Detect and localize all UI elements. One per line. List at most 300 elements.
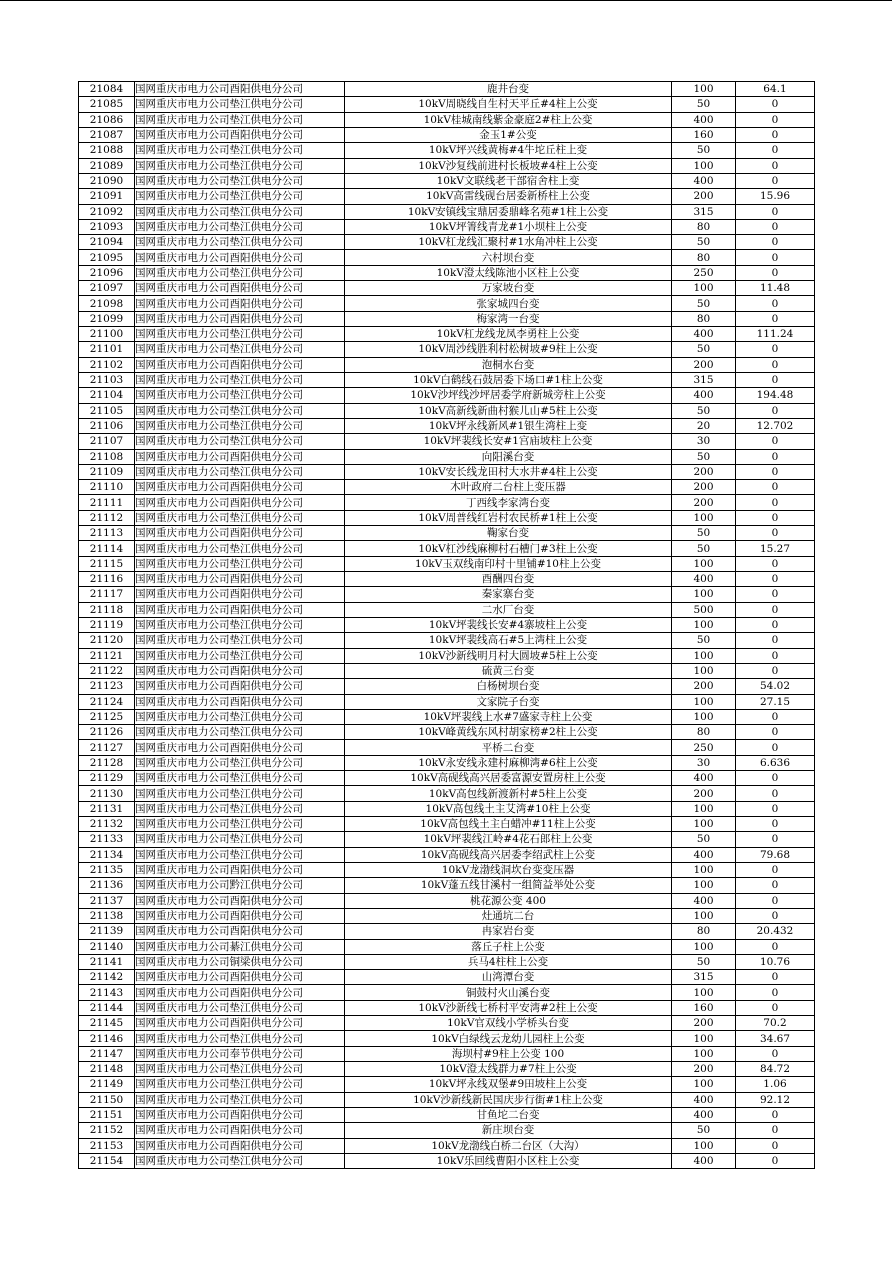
row-transformer-name: 10kV高包线新渡新村#5柱上公变 <box>345 786 672 801</box>
row-transformer-name: 10kV高新线新曲村猴儿山#5柱上公变 <box>345 403 672 418</box>
row-id: 21142 <box>79 970 135 985</box>
row-value: 12.702 <box>736 418 815 433</box>
row-transformer-name: 二水厂台变 <box>345 602 672 617</box>
row-company: 国网重庆市电力公司酉阳供电分公司 <box>135 480 345 495</box>
row-transformer-name: 10kV沙新线明月村大圆坡#5柱上公变 <box>345 648 672 663</box>
row-transformer-name: 兵马4柱柱上公变 <box>345 954 672 969</box>
table-row <box>79 663 815 678</box>
table-row <box>79 970 815 985</box>
row-company: 国网重庆市电力公司垫江供电分公司 <box>135 327 345 342</box>
row-value: 0 <box>736 1107 815 1122</box>
row-company: 国网重庆市电力公司酉阳供电分公司 <box>135 250 345 265</box>
row-transformer-name: 10kV安镇线宝鼎居委鼎峰名苑#1柱上公变 <box>345 204 672 219</box>
row-transformer-name: 金玉1#公变 <box>345 127 672 142</box>
table-row <box>79 403 815 418</box>
row-transformer-name: 10kV坪箐线青龙#1小坝柱上公变 <box>345 219 672 234</box>
row-company: 国网重庆市电力公司酉阳供电分公司 <box>135 587 345 602</box>
row-value: 0 <box>736 449 815 464</box>
row-id: 21135 <box>79 862 135 877</box>
row-id: 21116 <box>79 572 135 587</box>
row-id: 21150 <box>79 1092 135 1107</box>
table-row <box>79 281 815 296</box>
row-company: 国网重庆市电力公司垫江供电分公司 <box>135 1153 345 1168</box>
transformer-table-body <box>79 82 815 1169</box>
row-id: 21114 <box>79 541 135 556</box>
table-row <box>79 817 815 832</box>
row-value: 0 <box>736 939 815 954</box>
row-value: 0 <box>736 817 815 832</box>
row-capacity: 315 <box>672 372 736 387</box>
row-transformer-name: 10kV坪裴线长安#4寨坡柱上公变 <box>345 617 672 632</box>
table-row <box>79 679 815 694</box>
table-row <box>79 82 815 97</box>
row-transformer-name: 丁西线李家湾台变 <box>345 495 672 510</box>
row-id: 21115 <box>79 556 135 571</box>
table-row <box>79 235 815 250</box>
row-id: 21139 <box>79 924 135 939</box>
row-value: 0 <box>736 127 815 142</box>
table-row <box>79 327 815 342</box>
row-company: 国网重庆市电力公司垫江供电分公司 <box>135 464 345 479</box>
row-company: 国网重庆市电力公司垫江供电分公司 <box>135 434 345 449</box>
table-row <box>79 189 815 204</box>
row-company: 国网重庆市电力公司酉阳供电分公司 <box>135 679 345 694</box>
row-capacity: 20 <box>672 418 736 433</box>
row-id: 21086 <box>79 112 135 127</box>
row-transformer-name: 白杨树坝台变 <box>345 679 672 694</box>
row-id: 21084 <box>79 82 135 97</box>
row-transformer-name: 新庄坝台变 <box>345 1123 672 1138</box>
row-company: 国网重庆市电力公司垫江供电分公司 <box>135 510 345 525</box>
table-row <box>79 556 815 571</box>
row-capacity: 100 <box>672 158 736 173</box>
row-value: 0 <box>736 740 815 755</box>
table-row <box>79 908 815 923</box>
row-transformer-name: 10kV坪裴线上水#7盛家寺柱上公变 <box>345 709 672 724</box>
row-id: 21148 <box>79 1062 135 1077</box>
table-row <box>79 1000 815 1015</box>
table-row <box>79 357 815 372</box>
row-id: 21126 <box>79 725 135 740</box>
row-company: 国网重庆市电力公司酉阳供电分公司 <box>135 985 345 1000</box>
row-transformer-name: 10kV高包线土主艾湾#10柱上公变 <box>345 801 672 816</box>
row-company: 国网重庆市电力公司酉阳供电分公司 <box>135 296 345 311</box>
row-transformer-name: 灶通坑二台 <box>345 908 672 923</box>
row-capacity: 400 <box>672 847 736 862</box>
row-capacity: 400 <box>672 1153 736 1168</box>
row-company: 国网重庆市电力公司垫江供电分公司 <box>135 97 345 112</box>
table-row <box>79 1153 815 1168</box>
row-capacity: 50 <box>672 235 736 250</box>
row-capacity: 100 <box>672 908 736 923</box>
row-transformer-name: 甘鱼坨二台变 <box>345 1107 672 1122</box>
row-value: 0 <box>736 1000 815 1015</box>
row-capacity: 100 <box>672 878 736 893</box>
row-value: 0 <box>736 204 815 219</box>
row-transformer-name: 10kV杠沙线麻柳村石槽门#3柱上公变 <box>345 541 672 556</box>
row-company: 国网重庆市电力公司酉阳供电分公司 <box>135 495 345 510</box>
row-id: 21134 <box>79 847 135 862</box>
row-company: 国网重庆市电力公司酉阳供电分公司 <box>135 862 345 877</box>
row-company: 国网重庆市电力公司垫江供电分公司 <box>135 204 345 219</box>
row-value: 0 <box>736 265 815 280</box>
row-capacity: 100 <box>672 82 736 97</box>
row-id: 21154 <box>79 1153 135 1168</box>
row-capacity: 30 <box>672 434 736 449</box>
table-row <box>79 862 815 877</box>
row-value: 0 <box>736 250 815 265</box>
table-row <box>79 786 815 801</box>
row-transformer-name: 10kV坪裴线高石#5上湾柱上公变 <box>345 633 672 648</box>
row-capacity: 200 <box>672 357 736 372</box>
row-id: 21125 <box>79 709 135 724</box>
row-id: 21089 <box>79 158 135 173</box>
row-transformer-name: 10kV周沙线胜利村松树坡#9柱上公变 <box>345 342 672 357</box>
row-value: 0 <box>736 1153 815 1168</box>
table-row <box>79 1077 815 1092</box>
row-value: 54.02 <box>736 679 815 694</box>
row-value: 0 <box>736 801 815 816</box>
row-value: 10.76 <box>736 954 815 969</box>
row-value: 1.06 <box>736 1077 815 1092</box>
row-value: 0 <box>736 771 815 786</box>
row-id: 21107 <box>79 434 135 449</box>
row-capacity: 50 <box>672 1123 736 1138</box>
row-company: 国网重庆市电力公司垫江供电分公司 <box>135 418 345 433</box>
row-company: 国网重庆市电力公司酉阳供电分公司 <box>135 1016 345 1031</box>
row-capacity: 400 <box>672 388 736 403</box>
row-id: 21087 <box>79 127 135 142</box>
table-row <box>79 495 815 510</box>
table-row <box>79 449 815 464</box>
row-capacity: 400 <box>672 327 736 342</box>
table-row <box>79 832 815 847</box>
row-value: 0 <box>736 112 815 127</box>
row-company: 国网重庆市电力公司垫江供电分公司 <box>135 112 345 127</box>
table-row <box>79 464 815 479</box>
row-id: 21127 <box>79 740 135 755</box>
row-capacity: 400 <box>672 572 736 587</box>
row-value: 0 <box>736 617 815 632</box>
row-capacity: 50 <box>672 342 736 357</box>
row-capacity: 50 <box>672 449 736 464</box>
table-row <box>79 893 815 908</box>
row-id: 21104 <box>79 388 135 403</box>
row-company: 国网重庆市电力公司酉阳供电分公司 <box>135 908 345 923</box>
table-row <box>79 219 815 234</box>
table-row <box>79 510 815 525</box>
table-row <box>79 173 815 188</box>
table-row <box>79 250 815 265</box>
row-transformer-name: 六村坝台变 <box>345 250 672 265</box>
row-capacity: 200 <box>672 679 736 694</box>
row-value: 0 <box>736 143 815 158</box>
row-id: 21151 <box>79 1107 135 1122</box>
table-row <box>79 1107 815 1122</box>
row-transformer-name: 10kV龙渤线洞坎台变变压器 <box>345 862 672 877</box>
row-value: 0 <box>736 219 815 234</box>
row-capacity: 400 <box>672 112 736 127</box>
row-id: 21153 <box>79 1138 135 1153</box>
row-id: 21130 <box>79 786 135 801</box>
row-company: 国网重庆市电力公司酉阳供电分公司 <box>135 970 345 985</box>
row-transformer-name: 10kV澄太线陈池小区柱上公变 <box>345 265 672 280</box>
row-transformer-name: 硫黄三台变 <box>345 663 672 678</box>
row-transformer-name: 10kV龙渤线白桥二台区（大沟） <box>345 1138 672 1153</box>
table-row <box>79 418 815 433</box>
table-row <box>79 112 815 127</box>
row-capacity: 80 <box>672 725 736 740</box>
row-value: 79.68 <box>736 847 815 862</box>
row-company: 国网重庆市电力公司垫江供电分公司 <box>135 1077 345 1092</box>
row-value: 0 <box>736 97 815 112</box>
row-value: 0 <box>736 372 815 387</box>
row-capacity: 100 <box>672 556 736 571</box>
row-capacity: 160 <box>672 1000 736 1015</box>
row-transformer-name: 10kV杠龙线汇聚村#1水角冲柱上公变 <box>345 235 672 250</box>
row-company: 国网重庆市电力公司垫江供电分公司 <box>135 847 345 862</box>
row-value: 0 <box>736 633 815 648</box>
transformer-table <box>78 81 815 1169</box>
table-row <box>79 541 815 556</box>
row-transformer-name: 铜鼓村火山溪台变 <box>345 985 672 1000</box>
table-row <box>79 1016 815 1031</box>
table-row <box>79 847 815 862</box>
table-row <box>79 709 815 724</box>
row-transformer-name: 10kV白鹤线石鼓居委下场口#1柱上公变 <box>345 372 672 387</box>
row-company: 国网重庆市电力公司垫江供电分公司 <box>135 235 345 250</box>
row-company: 国网重庆市电力公司酉阳供电分公司 <box>135 1107 345 1122</box>
row-value: 15.27 <box>736 541 815 556</box>
row-company: 国网重庆市电力公司酉阳供电分公司 <box>135 526 345 541</box>
row-capacity: 100 <box>672 817 736 832</box>
row-capacity: 80 <box>672 311 736 326</box>
row-id: 21138 <box>79 908 135 923</box>
table-row <box>79 204 815 219</box>
row-value: 92.12 <box>736 1092 815 1107</box>
table-row <box>79 572 815 587</box>
row-company: 国网重庆市电力公司垫江供电分公司 <box>135 648 345 663</box>
row-capacity: 400 <box>672 173 736 188</box>
row-id: 21120 <box>79 633 135 648</box>
row-transformer-name: 10kV蓬五线甘溪村一组简益举处公变 <box>345 878 672 893</box>
row-id: 21093 <box>79 219 135 234</box>
row-id: 21110 <box>79 480 135 495</box>
row-capacity: 100 <box>672 648 736 663</box>
row-id: 21105 <box>79 403 135 418</box>
row-capacity: 315 <box>672 204 736 219</box>
row-value: 0 <box>736 878 815 893</box>
table-row <box>79 648 815 663</box>
row-id: 21097 <box>79 281 135 296</box>
row-company: 国网重庆市电力公司奉节供电分公司 <box>135 1046 345 1061</box>
row-value: 70.2 <box>736 1016 815 1031</box>
row-company: 国网重庆市电力公司垫江供电分公司 <box>135 755 345 770</box>
row-transformer-name: 10kV永安线永建村麻柳湾#6柱上公变 <box>345 755 672 770</box>
row-transformer-name: 10kV高砚线高兴居委富源安置房柱上公变 <box>345 771 672 786</box>
row-value: 111.24 <box>736 327 815 342</box>
row-capacity: 250 <box>672 740 736 755</box>
row-value: 0 <box>736 663 815 678</box>
row-id: 21095 <box>79 250 135 265</box>
row-transformer-name: 10kV坪裴线江岭#4花石郎柱上公变 <box>345 832 672 847</box>
row-id: 21124 <box>79 694 135 709</box>
row-transformer-name: 鞠家台变 <box>345 526 672 541</box>
row-id: 21131 <box>79 801 135 816</box>
row-value: 0 <box>736 1138 815 1153</box>
row-capacity: 50 <box>672 832 736 847</box>
row-capacity: 50 <box>672 143 736 158</box>
table-row <box>79 1062 815 1077</box>
row-capacity: 80 <box>672 250 736 265</box>
row-transformer-name: 10kV高包线土主白蜡冲#11柱上公变 <box>345 817 672 832</box>
row-capacity: 80 <box>672 924 736 939</box>
row-id: 21137 <box>79 893 135 908</box>
row-transformer-name: 酉酬四台变 <box>345 572 672 587</box>
row-id: 21092 <box>79 204 135 219</box>
table-row <box>79 740 815 755</box>
table-row <box>79 924 815 939</box>
row-id: 21098 <box>79 296 135 311</box>
row-value: 0 <box>736 1046 815 1061</box>
row-value: 0 <box>736 311 815 326</box>
table-row <box>79 1046 815 1061</box>
table-row <box>79 771 815 786</box>
row-value: 34.67 <box>736 1031 815 1046</box>
row-company: 国网重庆市电力公司铜梁供电分公司 <box>135 954 345 969</box>
row-company: 国网重庆市电力公司綦江供电分公司 <box>135 939 345 954</box>
row-transformer-name: 10kV坪裴线长安#1宫庙坡柱上公变 <box>345 434 672 449</box>
row-capacity: 500 <box>672 602 736 617</box>
row-transformer-name: 10kV玉双线南印村十里铺#10柱上公变 <box>345 556 672 571</box>
row-id: 21113 <box>79 526 135 541</box>
row-company: 国网重庆市电力公司垫江供电分公司 <box>135 832 345 847</box>
row-company: 国网重庆市电力公司酉阳供电分公司 <box>135 281 345 296</box>
table-row <box>79 587 815 602</box>
row-id: 21117 <box>79 587 135 602</box>
row-capacity: 50 <box>672 296 736 311</box>
table-row <box>79 954 815 969</box>
row-capacity: 50 <box>672 526 736 541</box>
row-value: 0 <box>736 510 815 525</box>
row-company: 国网重庆市电力公司酉阳供电分公司 <box>135 357 345 372</box>
row-company: 国网重庆市电力公司垫江供电分公司 <box>135 189 345 204</box>
table-row <box>79 97 815 112</box>
row-company: 国网重庆市电力公司垫江供电分公司 <box>135 817 345 832</box>
row-transformer-name: 文家院子台变 <box>345 694 672 709</box>
row-value: 0 <box>736 495 815 510</box>
row-company: 国网重庆市电力公司垫江供电分公司 <box>135 1031 345 1046</box>
row-transformer-name: 10kV坪兴线黄梅#4牛坨丘柱上变 <box>345 143 672 158</box>
row-id: 21140 <box>79 939 135 954</box>
row-id: 21096 <box>79 265 135 280</box>
row-value: 0 <box>736 725 815 740</box>
row-transformer-name: 平桥二台变 <box>345 740 672 755</box>
row-id: 21132 <box>79 817 135 832</box>
row-value: 0 <box>736 893 815 908</box>
table-row <box>79 1123 815 1138</box>
row-capacity: 400 <box>672 893 736 908</box>
row-company: 国网重庆市电力公司酉阳供电分公司 <box>135 1138 345 1153</box>
row-capacity: 160 <box>672 127 736 142</box>
row-value: 0 <box>736 985 815 1000</box>
table-row <box>79 480 815 495</box>
table-row <box>79 725 815 740</box>
row-id: 21099 <box>79 311 135 326</box>
row-company: 国网重庆市电力公司酉阳供电分公司 <box>135 127 345 142</box>
table-row <box>79 602 815 617</box>
row-id: 21146 <box>79 1031 135 1046</box>
row-company: 国网重庆市电力公司酉阳供电分公司 <box>135 449 345 464</box>
row-transformer-name: 10kV高雷线砚台居委新桥柱上公变 <box>345 189 672 204</box>
table-row <box>79 1031 815 1046</box>
row-id: 21147 <box>79 1046 135 1061</box>
row-capacity: 200 <box>672 786 736 801</box>
row-company: 国网重庆市电力公司垫江供电分公司 <box>135 265 345 280</box>
row-capacity: 80 <box>672 219 736 234</box>
table-row <box>79 1138 815 1153</box>
row-value: 0 <box>736 1123 815 1138</box>
row-value: 15.96 <box>736 189 815 204</box>
row-transformer-name: 10kV澄太线群力#7柱上公变 <box>345 1062 672 1077</box>
table-row <box>79 372 815 387</box>
table-row <box>79 694 815 709</box>
row-transformer-name: 10kV周晓线自生村天平丘#4柱上公变 <box>345 97 672 112</box>
row-capacity: 50 <box>672 403 736 418</box>
row-transformer-name: 10kV沙复线前进村长板坡#4柱上公变 <box>345 158 672 173</box>
row-company: 国网重庆市电力公司酉阳供电分公司 <box>135 924 345 939</box>
row-capacity: 100 <box>672 1077 736 1092</box>
row-capacity: 50 <box>672 954 736 969</box>
row-id: 21141 <box>79 954 135 969</box>
row-company: 国网重庆市电力公司垫江供电分公司 <box>135 771 345 786</box>
row-company: 国网重庆市电力公司酉阳供电分公司 <box>135 1123 345 1138</box>
row-value: 0 <box>736 587 815 602</box>
row-value: 0 <box>736 296 815 311</box>
row-transformer-name: 10kV坪永线双堡#9田坡柱上公变 <box>345 1077 672 1092</box>
row-value: 0 <box>736 342 815 357</box>
row-transformer-name: 山湾潭台变 <box>345 970 672 985</box>
row-id: 21121 <box>79 648 135 663</box>
table-row <box>79 801 815 816</box>
row-id: 21112 <box>79 510 135 525</box>
row-company: 国网重庆市电力公司垫江供电分公司 <box>135 1092 345 1107</box>
table-row <box>79 342 815 357</box>
row-capacity: 200 <box>672 480 736 495</box>
row-capacity: 200 <box>672 464 736 479</box>
row-id: 21108 <box>79 449 135 464</box>
row-company: 国网重庆市电力公司垫江供电分公司 <box>135 158 345 173</box>
row-value: 0 <box>736 464 815 479</box>
row-value: 0 <box>736 908 815 923</box>
row-capacity: 100 <box>672 1046 736 1061</box>
row-value: 0 <box>736 602 815 617</box>
row-transformer-name: 10kV沙新线新民国庆步行街#1柱上公变 <box>345 1092 672 1107</box>
row-id: 21088 <box>79 143 135 158</box>
table-row <box>79 127 815 142</box>
row-transformer-name: 梅家湾一台变 <box>345 311 672 326</box>
table-row <box>79 143 815 158</box>
table-row <box>79 985 815 1000</box>
row-transformer-name: 向阳溪台变 <box>345 449 672 464</box>
row-id: 21090 <box>79 173 135 188</box>
row-capacity: 100 <box>672 1031 736 1046</box>
row-company: 国网重庆市电力公司垫江供电分公司 <box>135 219 345 234</box>
row-company: 国网重庆市电力公司酉阳供电分公司 <box>135 893 345 908</box>
row-transformer-name: 冉家岩台变 <box>345 924 672 939</box>
row-transformer-name: 海坝村#9柱上公变 100 <box>345 1046 672 1061</box>
row-id: 21123 <box>79 679 135 694</box>
